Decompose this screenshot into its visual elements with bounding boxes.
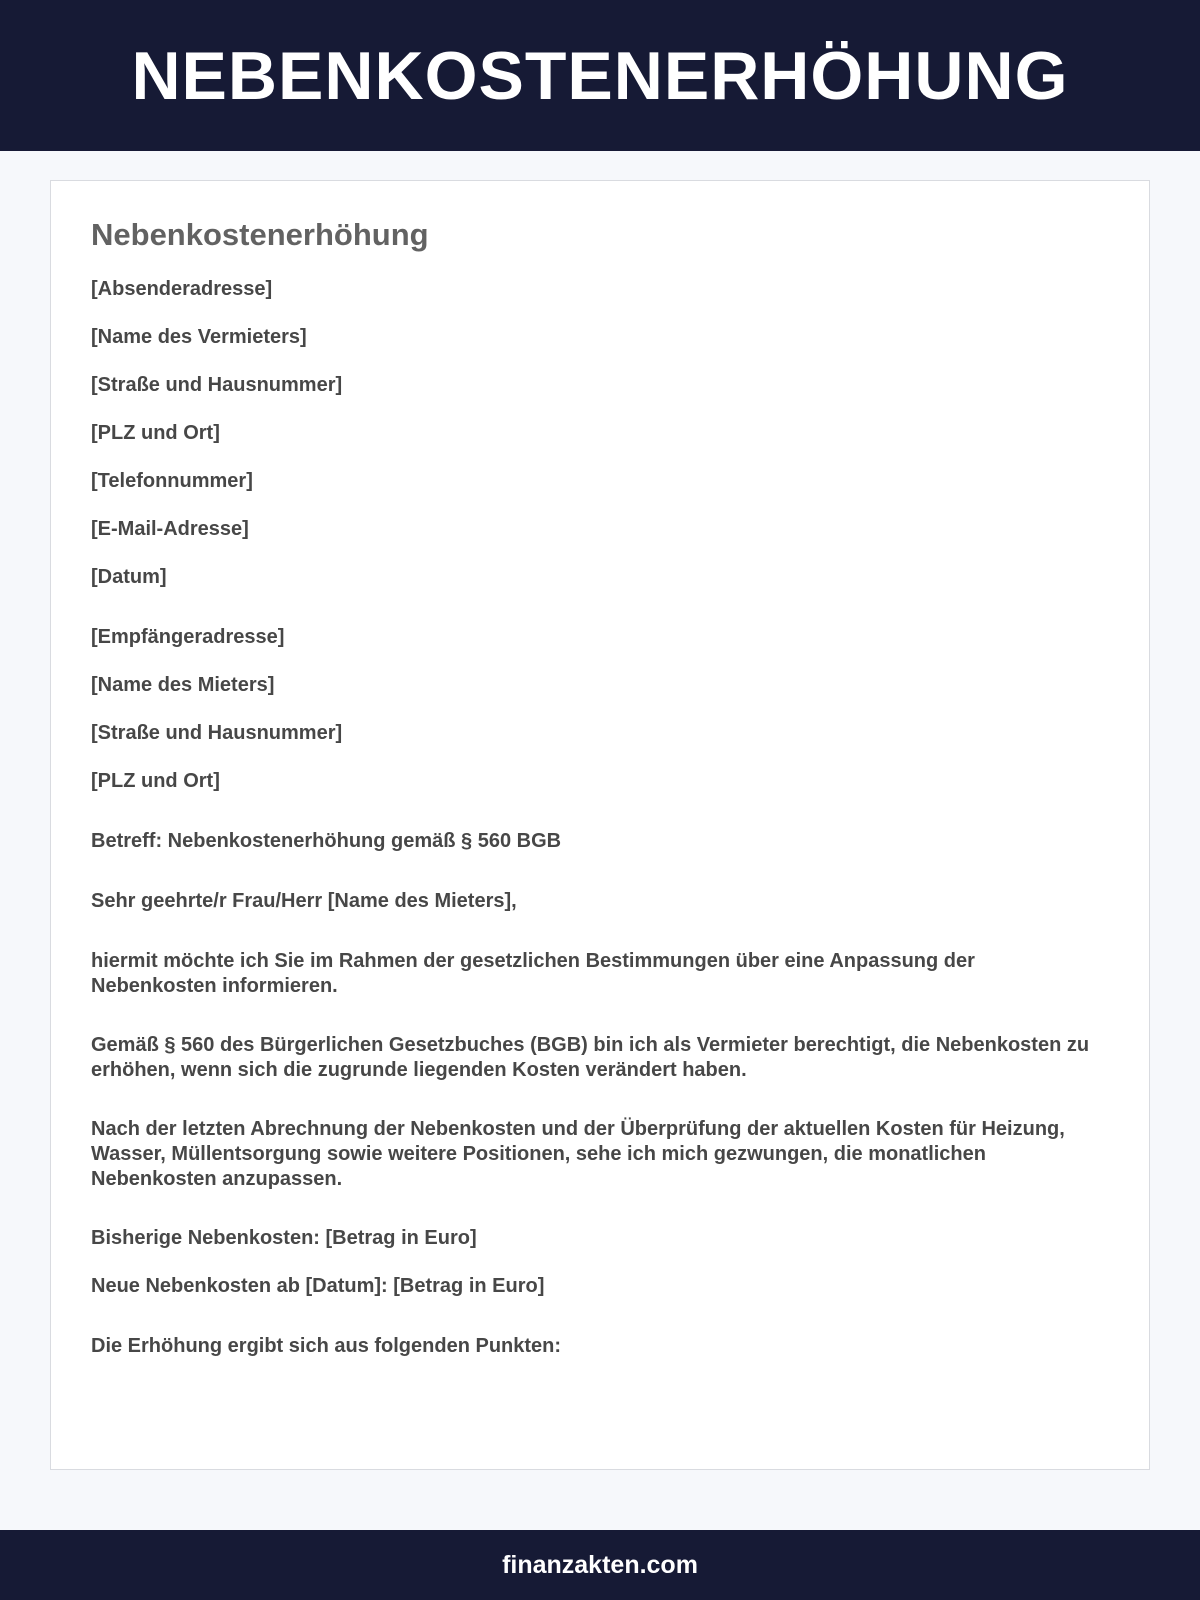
sender-landlord-name: [Name des Vermieters] xyxy=(91,326,307,348)
banner-title: NEBENKOSTENERHÖHUNG xyxy=(131,37,1069,114)
previous-costs: Bisherige Nebenkosten: [Betrag in Euro] xyxy=(91,1227,477,1249)
header-banner xyxy=(0,0,1200,151)
subject-line: Betreff: Nebenkostenerhöhung gemäß § 560 BGB xyxy=(91,830,562,852)
footer-site-link[interactable]: finanzakten.com xyxy=(502,1550,698,1579)
sender-email: [E-Mail-Adresse] xyxy=(91,518,249,540)
letter-date: [Datum] xyxy=(91,566,167,588)
recipient-address-label: [Empfängeradresse] xyxy=(91,626,285,648)
body-paragraph: hiermit möchte ich Sie im Rahmen der gesetzlichen Bestimmungen über eine Anpassung der Nebenkosten informieren. xyxy=(91,950,975,997)
salutation: Sehr geehrte/r Frau/Herr [Name des Mieters], xyxy=(91,890,517,912)
sender-street: [Straße und Hausnummer] xyxy=(91,374,343,396)
footer-bar xyxy=(0,1530,1200,1600)
sender-address-label: [Absenderadresse] xyxy=(91,278,273,300)
recipient-tenant-name: [Name des Mieters] xyxy=(91,674,275,696)
recipient-street: [Straße und Hausnummer] xyxy=(91,722,343,744)
body-paragraph: Nach der letzten Abrechnung der Nebenkosten und der Überprüfung der aktuellen Kosten für Heizung, Wasser, Müllentsorgung sowie weitere Positionen, sehe ich mich gezwungen, die monatlichen Nebenkosten anzupassen. xyxy=(91,1118,1065,1190)
sender-phone: [Telefonnummer] xyxy=(91,470,253,492)
new-costs: Neue Nebenkosten ab [Datum]: [Betrag in Euro] xyxy=(91,1275,545,1297)
document-title: Nebenkostenerhöhung xyxy=(91,217,429,252)
body-paragraph: Gemäß § 560 des Bürgerlichen Gesetzbuches (BGB) bin ich als Vermieter berechtigt, die Nebenkosten zu erhöhen, wenn sich die zugrunde liegenden Kosten verändert haben. xyxy=(91,1034,1090,1081)
reasons-intro: Die Erhöhung ergibt sich aus folgenden Punkten: xyxy=(91,1335,562,1357)
document-card xyxy=(50,180,1150,1470)
recipient-zip-city: [PLZ und Ort] xyxy=(91,770,220,792)
sender-zip-city: [PLZ und Ort] xyxy=(91,422,220,444)
